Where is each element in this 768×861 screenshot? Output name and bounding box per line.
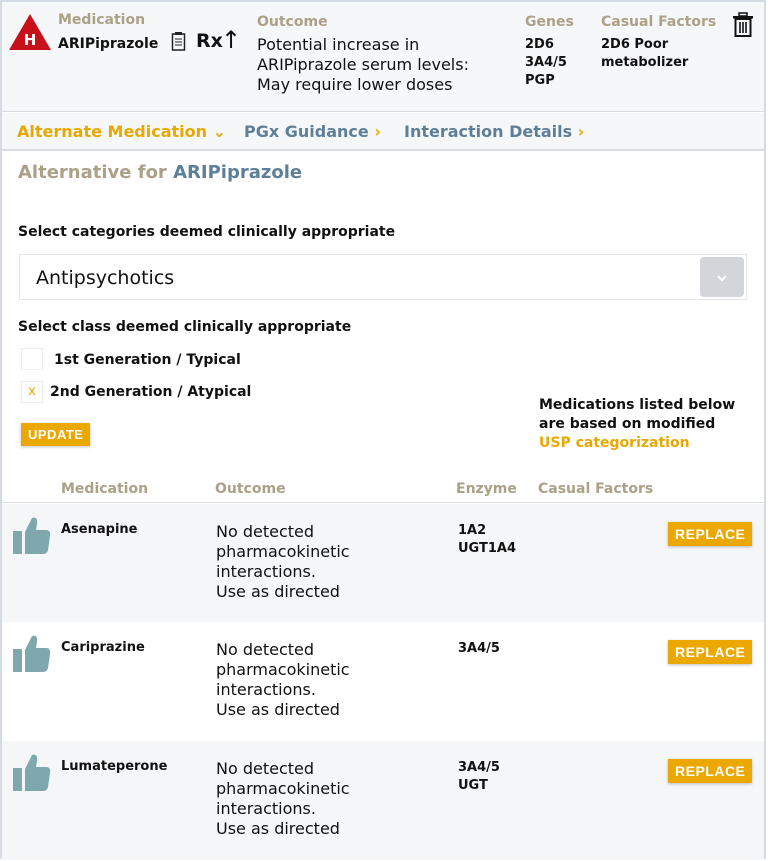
tab-alternate-medication[interactable]: [17, 122, 226, 141]
enzyme: UGT: [458, 778, 488, 793]
gene: 3A4/5: [525, 55, 567, 70]
factor: 2D6 Poor: [601, 37, 669, 52]
outcome-line: Use as directed: [216, 700, 340, 719]
update-button[interactable]: UPDATE: [21, 423, 90, 446]
col-enzyme: Enzyme: [456, 481, 517, 497]
interaction-header: [2, 2, 764, 112]
outcome-line: pharmacokinetic: [216, 542, 350, 561]
table-row: [2, 504, 764, 623]
table-header: [2, 472, 764, 503]
medication-name: Cariprazine: [61, 640, 145, 655]
medication-label: Medication: [58, 12, 146, 28]
option-label: 1st Generation / Typical: [54, 352, 241, 368]
outcome-line: Use as directed: [216, 582, 340, 601]
factors-label: Casual Factors: [601, 14, 717, 30]
outcome-label: Outcome: [257, 14, 328, 30]
chevron-down-icon: ⌄: [212, 122, 227, 141]
outcome-line: Use as directed: [216, 819, 340, 838]
clipboard-icon[interactable]: [171, 31, 186, 51]
arrow-up-icon: ↑: [221, 26, 242, 54]
class-label: Select class deemed clinically appropriate: [18, 319, 352, 335]
badge-letter: H: [23, 31, 37, 49]
note-line: Medications listed below: [539, 397, 736, 413]
checkbox[interactable]: [21, 348, 43, 370]
categories-label: Select categories deemed clinically appropriate: [18, 224, 396, 240]
tab-label: Interaction Details: [404, 122, 573, 141]
enzyme: UGT1A4: [458, 541, 517, 556]
note-line: are based on modified: [539, 416, 716, 432]
thumbs-up-icon: [13, 516, 51, 554]
outcome-line: pharmacokinetic: [216, 779, 350, 798]
selected-category: Antipsychotics: [36, 267, 175, 289]
gene: PGP: [525, 73, 555, 88]
chevron-right-icon: ›: [577, 122, 585, 141]
alt-med: ARIPiprazole: [173, 162, 303, 183]
outcome-line: No detected: [216, 759, 315, 778]
chevron-right-icon: ›: [374, 122, 381, 141]
outcome-line: No detected: [216, 522, 315, 541]
replace-button[interactable]: REPLACE: [668, 759, 752, 783]
checkbox-checked[interactable]: x: [21, 381, 43, 403]
categories-select[interactable]: [19, 254, 747, 300]
outcome-line: Potential increase in: [257, 35, 420, 54]
tab-label: Alternate Medication: [17, 122, 208, 141]
rx-icon[interactable]: Rx: [196, 30, 223, 52]
outcome-line: No detected: [216, 640, 315, 659]
outcome-line: pharmacokinetic: [216, 660, 350, 679]
table-row: [2, 741, 764, 860]
option-label: 2nd Generation / Atypical: [50, 384, 252, 400]
tab-interaction-details[interactable]: [404, 122, 584, 141]
outcome-line: interactions.: [216, 680, 316, 699]
alternative-title: [18, 162, 302, 183]
usp-link[interactable]: USP categorization: [539, 435, 690, 451]
replace-button[interactable]: REPLACE: [668, 522, 752, 546]
medication-name: Lumateperone: [61, 759, 168, 774]
gene: 2D6: [525, 37, 554, 52]
col-outcome: Outcome: [215, 481, 286, 497]
high-severity-icon: [9, 14, 51, 50]
thumbs-up-icon: [13, 634, 51, 672]
chevron-down-icon[interactable]: ⌄: [700, 257, 744, 297]
trash-icon[interactable]: [732, 12, 754, 38]
table-row: [2, 622, 764, 741]
tab-label: PGx Guidance: [244, 122, 369, 141]
genes-label: Genes: [525, 14, 574, 30]
outcome-line: interactions.: [216, 562, 316, 581]
tab-pgx-guidance[interactable]: [244, 122, 381, 141]
enzyme: 1A2: [458, 523, 487, 538]
enzyme: 3A4/5: [458, 641, 500, 656]
medication-name: Asenapine: [61, 522, 138, 537]
col-factors: Casual Factors: [538, 481, 654, 497]
section-tabs: [2, 113, 764, 151]
thumbs-up-icon: [13, 753, 51, 791]
alt-prefix: Alternative for: [18, 162, 167, 183]
outcome-line: interactions.: [216, 799, 316, 818]
medication-name: ARIPiprazole: [58, 36, 159, 52]
usp-note: [539, 396, 735, 453]
col-medication: Medication: [61, 481, 149, 497]
replace-button[interactable]: REPLACE: [668, 640, 752, 664]
enzyme: 3A4/5: [458, 760, 500, 775]
factor: metabolizer: [601, 55, 689, 70]
outcome-line: ARIPiprazole serum levels:: [257, 55, 469, 74]
outcome-line: May require lower doses: [257, 75, 453, 94]
